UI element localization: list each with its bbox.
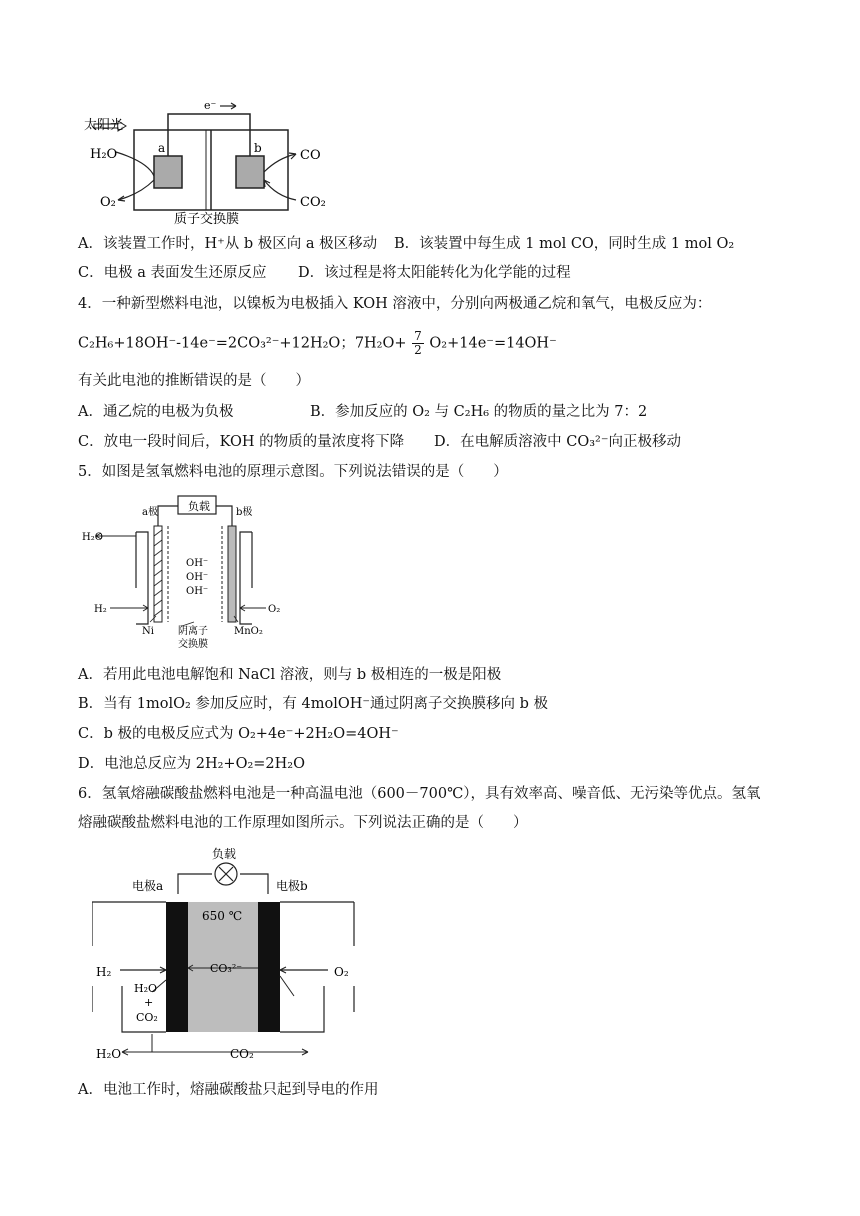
fig1-co2-label: CO₂ (300, 195, 326, 210)
fig1-membrane-label: 质子交换膜 (174, 212, 240, 227)
fig3-o2-label: O₂ (334, 965, 349, 979)
q3-option-c: C．电极 a 表面发生还原反应 (78, 265, 267, 281)
q5-option-a: A．若用此电池电解饱和 NaCl 溶液，则与 b 极相连的一极是阳极 (78, 667, 502, 683)
fig1-h2o-label: H₂O (90, 147, 118, 162)
fig1-diagram (78, 96, 338, 230)
fig3-co2-in-label: CO₂ (136, 1011, 158, 1024)
q3-option-d: D．该过程是将太阳能转化为化学能的过程 (298, 265, 571, 281)
fig3-electrode-b-label: 电极b (276, 879, 308, 893)
fig3-plus-label: + (144, 996, 154, 1009)
fig2-o2-label: O₂ (268, 604, 281, 615)
q4-option-a: A．通乙烷的电极为负极 (78, 404, 234, 420)
q4-equation-right: O₂+14e⁻=14OH⁻ (429, 335, 557, 352)
q6-option-a: A．电池工作时，熔融碳酸盐只起到导电的作用 (78, 1082, 379, 1098)
fig1-co-label: CO (300, 148, 321, 163)
fig1-sun-label: 太阳光 (84, 118, 124, 133)
q4-option-d: D．在电解质溶液中 CO₃²⁻向正极移动 (434, 434, 681, 450)
q4-option-c: C．放电一段时间后，KOH 的物质的量浓度将下降 (78, 434, 405, 450)
q4-fraction (412, 330, 424, 357)
q4-stem: 4．一种新型燃料电池，以镍板为电极插入 KOH 溶液中，分别向两极通乙烷和氧气，电极反应为： (78, 296, 712, 312)
fig3-co3-label: CO₃²⁻ (210, 962, 243, 975)
fig2-a-pole-label: a极 (142, 507, 158, 518)
fig3-h2o-in-label: H₂O (134, 982, 158, 995)
fig3-load-label: 负载 (212, 847, 237, 861)
fig3-temperature-label: 650 ℃ (202, 909, 243, 923)
fig3-co2-out-label: CO₂ (230, 1047, 254, 1061)
q5-option-d: D．电池总反应为 2H₂+O₂=2H₂O (78, 756, 305, 772)
q4-fraction-numerator: 7 (414, 329, 422, 343)
q4-equation-left: C₂H₆+18OH⁻-14e⁻=2CO₃²⁻+12H₂O；7H₂O+ (78, 335, 407, 352)
q5-stem: 5．如图是氢氧燃料电池的原理示意图。下列说法错误的是（ ） (78, 464, 508, 480)
fig2-h2-label: H₂ (94, 604, 107, 615)
fig2-membrane-label-2: 交换膜 (178, 639, 208, 650)
fig2-oh-2: OH⁻ (186, 572, 209, 583)
q4-fraction-denominator: 2 (414, 343, 422, 357)
fig2-b-pole-label: b极 (236, 507, 253, 518)
fig3-h2o-out-label: H₂O (96, 1047, 122, 1061)
fig2-h2o-label: H₂O (82, 532, 103, 543)
q4-option-b: B．参加反应的 O₂ 与 C₂H₆ 的物质的量之比为 7：2 (310, 404, 648, 420)
q4-question: 有关此电池的推断错误的是（ ） (78, 373, 310, 389)
fig1-a-label: a (158, 141, 166, 155)
q4-equation (78, 330, 557, 357)
fig3-h2-label: H₂ (96, 965, 112, 979)
fig1-b-label: b (254, 141, 262, 155)
q6-stem-line-2: 熔融碳酸盐燃料电池的工作原理如图所示。下列说法正确的是（ ） (78, 815, 528, 831)
fig3-electrode-a-label: 电极a (132, 879, 164, 893)
q5-option-b: B．当有 1molO₂ 参加反应时，有 4molOH⁻通过阴离子交换膜移向 b 极 (78, 696, 549, 712)
q6-stem-line-1: 6．氢氧熔融碳酸盐燃料电池是一种高温电池（600－700℃），具有效率高、噪音低、无污染等优点。氢氧 (78, 786, 761, 802)
fig2-diagram (82, 492, 282, 652)
fig2-oh-3: OH⁻ (186, 586, 209, 597)
fig2-mno2-label: MnO₂ (234, 626, 263, 637)
q5-option-c: C．b 极的电极反应式为 O₂+4e⁻+2H₂O=4OH⁻ (78, 726, 399, 742)
fig1-o2-label: O₂ (100, 195, 116, 210)
q3-option-a: A．该装置工作时，H⁺从 b 极区向 a 极区移动 (78, 236, 378, 252)
fig2-oh-1: OH⁻ (186, 558, 209, 569)
q3-option-b: B．该装置中每生成 1 mol CO，同时生成 1 mol O₂ (394, 236, 735, 252)
fig1-electron-label: e⁻ (204, 99, 217, 112)
fig2-load-label: 负载 (188, 500, 210, 513)
fig2-ni-label: Ni (142, 626, 154, 637)
fig2-membrane-label-1: 阴离子 (178, 626, 208, 637)
fig3-diagram (92, 846, 362, 1072)
